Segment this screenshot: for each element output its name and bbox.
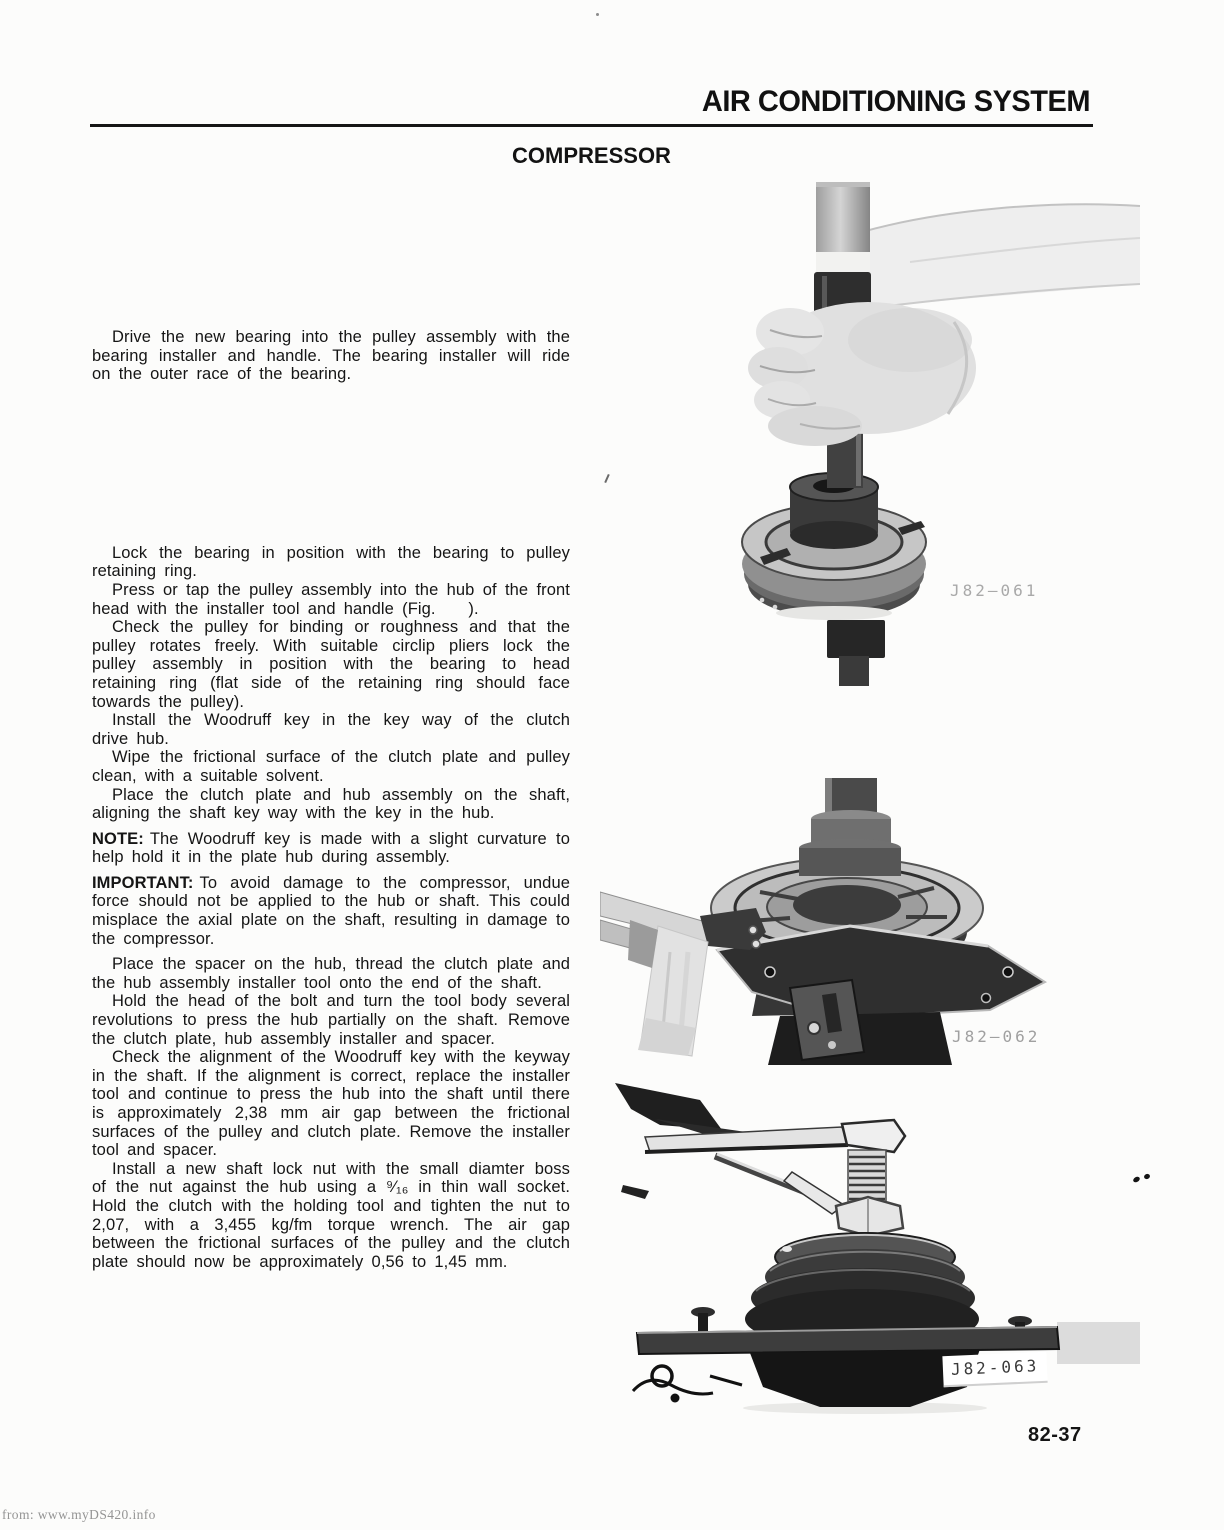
note-paragraph bbox=[92, 830, 570, 867]
paragraph: Place the spacer on the hub, thread the clutch plate and the hub assembly installer tool onto the end of the shaft. bbox=[92, 955, 570, 992]
figure-pulley-press-photo bbox=[600, 620, 1140, 1065]
scan-artifact bbox=[596, 13, 599, 16]
paragraph: Install a new shaft lock nut with the small diamter boss of the nut against the hub using a ⁹⁄₁₆ in thin wall socket. Hold the clutch with the holding tool and tighten the nut to 2,07, with a 3,455 kg/fm torque wrench. The air gap between the frictional surfaces of the pulley and the clutch plate should now be approximately 0,56 to 1,45 mm. bbox=[92, 1159, 570, 1271]
header-rule bbox=[90, 124, 1093, 127]
paragraph: Check the pulley for binding or roughness and that the pulley rotates freely. With suitable circlip pliers lock the pulley assembly in position with the bearing to head retaining ring (flat side of the retaining ring should face towards the pulley). bbox=[92, 618, 570, 711]
paragraph: Place the clutch plate and hub assembly on the shaft, aligning the shaft key way with the key in the hub. bbox=[92, 785, 570, 823]
important-text: To avoid damage to the compressor, undue force should not be applied to the hub or shaft. This could misplace the axial plate on the shaft, resulting in damage to the compressor. bbox=[92, 873, 570, 948]
paragraph: Hold the head of the bolt and turn the tool body several revolutions to press the hub partially on the shaft. Remove the clutch plate, hub assembly installer and spacer. bbox=[92, 992, 570, 1048]
figure-caption: J82-063 bbox=[942, 1352, 1048, 1388]
press-tool-head bbox=[827, 620, 885, 686]
base-plate bbox=[633, 1349, 987, 1414]
tool-shaft-highlight bbox=[856, 430, 861, 486]
forearm bbox=[862, 204, 1140, 308]
hand-gripping-tool bbox=[748, 302, 976, 446]
note-text: The Woodruff key is made with a slight curvature to help hold it in the plate hub during assembly. bbox=[92, 829, 570, 867]
figure-bearing-installer-photo bbox=[610, 180, 1140, 620]
figure-caption: J82–062 bbox=[952, 1027, 1041, 1046]
body-text-column bbox=[92, 328, 570, 1271]
paragraph: Press or tap the pulley assembly into the hub of the front head with the installer tool and handle (Fig. ). bbox=[92, 580, 570, 618]
important-label: IMPORTANT: bbox=[92, 873, 194, 892]
scan-artifact bbox=[1143, 1173, 1150, 1180]
paragraph: Install the Woodruff key in the key way of the clutch drive hub. bbox=[92, 711, 570, 748]
important-paragraph bbox=[92, 874, 570, 948]
note-label: NOTE: bbox=[92, 829, 144, 848]
source-watermark: from: www.myDS420.info bbox=[2, 1507, 156, 1522]
page-number: 82-37 bbox=[1028, 1424, 1082, 1446]
page-title: AIR CONDITIONING SYSTEM bbox=[701, 85, 1090, 119]
paragraph: Check the alignment of the Woodruff key with the keyway in the shaft. If the alignment is correct, replace the installer tool and continue to press the hub into the shaft until there is approximately 2,38 mm air gap between the frictional surfaces of the pulley and clutch plate. Remove the installer tool and spacer. bbox=[92, 1048, 570, 1160]
section-title: COMPRESSOR bbox=[512, 143, 671, 168]
paragraph: Wipe the frictional surface of the clutch plate and pulley clean, with a suitable solvent. bbox=[92, 748, 570, 785]
figure-caption: J82–061 bbox=[950, 581, 1039, 600]
paragraph: Drive the new bearing into the pulley assembly with the bearing installer and handle. The bearing installer will ride on the outer race of the bearing. bbox=[92, 328, 570, 384]
scan-artifact bbox=[604, 474, 609, 483]
paragraph: Lock the bearing in position with the bearing to pulley retaining ring. bbox=[92, 543, 570, 581]
stepped-installer bbox=[799, 778, 901, 876]
figure-lock-nut-torque-photo bbox=[615, 1075, 1140, 1415]
